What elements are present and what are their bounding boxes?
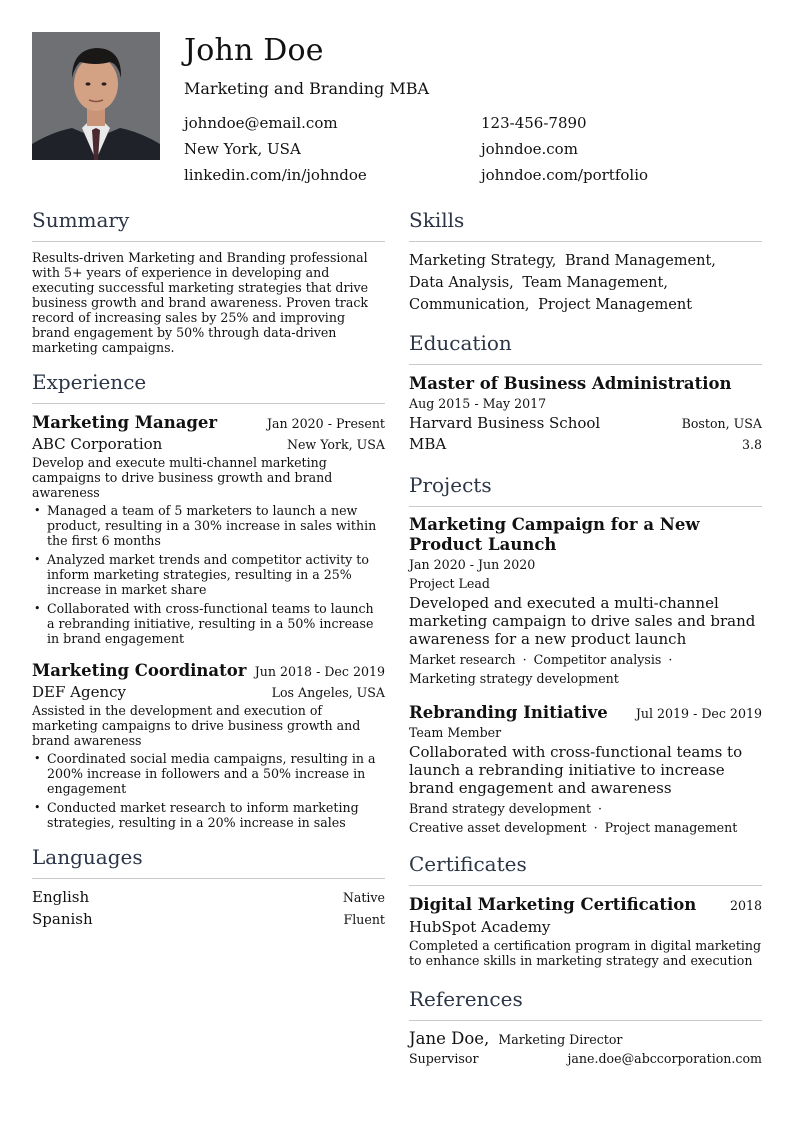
language-row xyxy=(32,909,385,929)
section-title: Projects xyxy=(409,473,492,497)
keyword-tag: Marketing strategy development xyxy=(409,671,619,686)
job-date: Jun 2018 - Dec 2019 xyxy=(254,664,385,679)
project-name: Rebranding Initiative xyxy=(409,703,608,722)
skills-section xyxy=(409,207,762,316)
job-location: Los Angeles, USA xyxy=(271,685,385,700)
project-description: Collaborated with cross-functional teams to launch a rebranding initiative to increase brand engagement and awareness xyxy=(409,743,743,797)
education-school: Harvard Business School xyxy=(409,414,601,432)
section-title: Education xyxy=(409,331,512,355)
summary-section xyxy=(32,207,385,355)
reference-position: Marketing Director xyxy=(498,1032,623,1047)
project-date: Jan 2020 - Jun 2020 xyxy=(409,557,536,572)
certificates-section xyxy=(409,851,762,968)
section-divider xyxy=(409,1020,762,1021)
profile-photo xyxy=(32,32,160,160)
location-text: New York, USA xyxy=(184,140,301,158)
website-link[interactable]: johndoe.com xyxy=(481,140,578,158)
candidate-headline: Marketing and Branding MBA xyxy=(184,79,430,98)
right-column xyxy=(409,207,762,1073)
resume-header xyxy=(184,32,762,185)
left-column xyxy=(32,207,385,935)
email-link[interactable]: johndoe@email.com xyxy=(184,114,338,132)
list-item: • Conducted market research to inform marketing strategies, resulting in a 20% increase in sales xyxy=(32,800,385,830)
language-name: English xyxy=(32,888,90,906)
section-title: Summary xyxy=(32,208,130,232)
job-position: Marketing Manager xyxy=(32,413,218,432)
experience-entry xyxy=(32,412,385,646)
section-title: Experience xyxy=(32,370,147,394)
list-item: • Analyzed market trends and competitor activity to inform marketing strategies, resulting in a 25% increase in market share xyxy=(32,552,385,597)
job-summary: Develop and execute multi-channel marketing campaigns to drive business growth and brand awareness xyxy=(32,455,333,500)
job-summary: Assisted in the development and execution of marketing campaigns to drive business growth and brand awareness xyxy=(32,703,361,748)
phone-number[interactable]: 123-456-7890 xyxy=(481,114,587,132)
job-bullets xyxy=(32,751,385,830)
project-entry xyxy=(409,702,762,837)
skills-list xyxy=(409,250,762,316)
project-entry xyxy=(409,515,762,688)
language-level: Native xyxy=(342,890,385,905)
reference-relation: Supervisor xyxy=(409,1051,479,1066)
section-divider xyxy=(409,506,762,507)
keyword-tag: Project management xyxy=(604,820,738,835)
keyword-tag: Brand strategy development xyxy=(409,801,592,816)
project-role: Team Member xyxy=(409,725,502,740)
job-location: New York, USA xyxy=(286,437,385,452)
references-section xyxy=(409,986,762,1067)
project-name: Marketing Campaign for a New Product Launch xyxy=(409,515,700,554)
projects-section xyxy=(409,472,762,837)
language-row xyxy=(32,887,385,907)
reference-name: Jane Doe, xyxy=(409,1029,490,1048)
certificate-name: Digital Marketing Certification xyxy=(409,895,697,914)
section-title: Certificates xyxy=(409,852,527,876)
portrait-image xyxy=(32,32,160,160)
project-date: Jul 2019 - Dec 2019 xyxy=(635,706,762,721)
portfolio-link[interactable]: johndoe.com/portfolio xyxy=(481,166,649,184)
section-divider xyxy=(409,885,762,886)
reference-email[interactable]: jane.doe@abccorporation.com xyxy=(567,1051,762,1066)
language-level: Fluent xyxy=(343,912,385,927)
section-divider xyxy=(409,364,762,365)
experience-entry xyxy=(32,660,385,830)
project-keywords: Brand strategy development · Creative asset development · Project management xyxy=(409,801,738,835)
job-bullets xyxy=(32,503,385,646)
section-divider xyxy=(32,241,385,242)
education-date: Aug 2015 - May 2017 xyxy=(409,396,547,411)
certificate-year: 2018 xyxy=(729,898,762,913)
job-date: Jan 2020 - Present xyxy=(266,416,385,431)
section-divider xyxy=(32,403,385,404)
education-section xyxy=(409,330,762,454)
candidate-name: John Doe xyxy=(184,33,324,68)
skill-item: Project Management xyxy=(538,297,693,313)
skill-item: Communication, xyxy=(409,297,530,313)
contact-info xyxy=(184,113,762,185)
education-degree: Master of Business Administration xyxy=(409,374,732,393)
keyword-tag: Competitor analysis xyxy=(533,652,662,667)
keyword-tag: Market research xyxy=(409,652,516,667)
section-title: Skills xyxy=(409,208,465,232)
keyword-tag: Creative asset development xyxy=(409,820,587,835)
section-divider xyxy=(409,241,762,242)
summary-text: Results-driven Marketing and Branding professional with 5+ years of experience in developing and executing successful marketing strategies that drive business growth and brand awareness. Proven track record of increasing sales by 25% and improving brand engagement by 50% through data-driven marketing campaigns. xyxy=(32,250,369,355)
certificate-issuer: HubSpot Academy xyxy=(409,918,551,936)
project-description: Developed and executed a multi-channel marketing campaign to drive sales and brand awareness for a new product launch xyxy=(409,594,756,648)
list-item: • Coordinated social media campaigns, resulting in a 200% increase in followers and a 50% increase in engagement xyxy=(32,751,385,796)
section-title: References xyxy=(409,987,523,1011)
list-item: • Managed a team of 5 marketers to launch a new product, resulting in a 30% increase in sales within the first 6 months xyxy=(32,503,385,548)
skill-item: Brand Management, xyxy=(565,253,716,269)
skill-item: Team Management, xyxy=(522,275,668,291)
skill-item: Data Analysis, xyxy=(409,275,514,291)
section-title: Languages xyxy=(32,845,143,869)
education-score: 3.8 xyxy=(741,437,762,452)
project-keywords: Market research · Competitor analysis · Marketing strategy development xyxy=(409,652,673,686)
education-location: Boston, USA xyxy=(681,416,762,431)
skill-item: Marketing Strategy, xyxy=(409,253,557,269)
certificate-summary: Completed a certification program in digital marketing to enhance skills in marketing strategy and execution xyxy=(409,938,762,968)
job-company: ABC Corporation xyxy=(32,435,163,453)
linkedin-link[interactable]: linkedin.com/in/johndoe xyxy=(184,166,367,184)
job-company: DEF Agency xyxy=(32,683,126,701)
section-divider xyxy=(32,878,385,879)
language-name: Spanish xyxy=(32,910,93,928)
job-position: Marketing Coordinator xyxy=(32,661,247,680)
languages-section xyxy=(32,844,385,929)
list-item: • Collaborated with cross-functional teams to launch a rebranding initiative, resulting in a 50% increase in brand engagement xyxy=(32,601,385,646)
experience-section xyxy=(32,369,385,830)
education-area: MBA xyxy=(409,435,447,453)
project-role: Project Lead xyxy=(409,576,490,591)
